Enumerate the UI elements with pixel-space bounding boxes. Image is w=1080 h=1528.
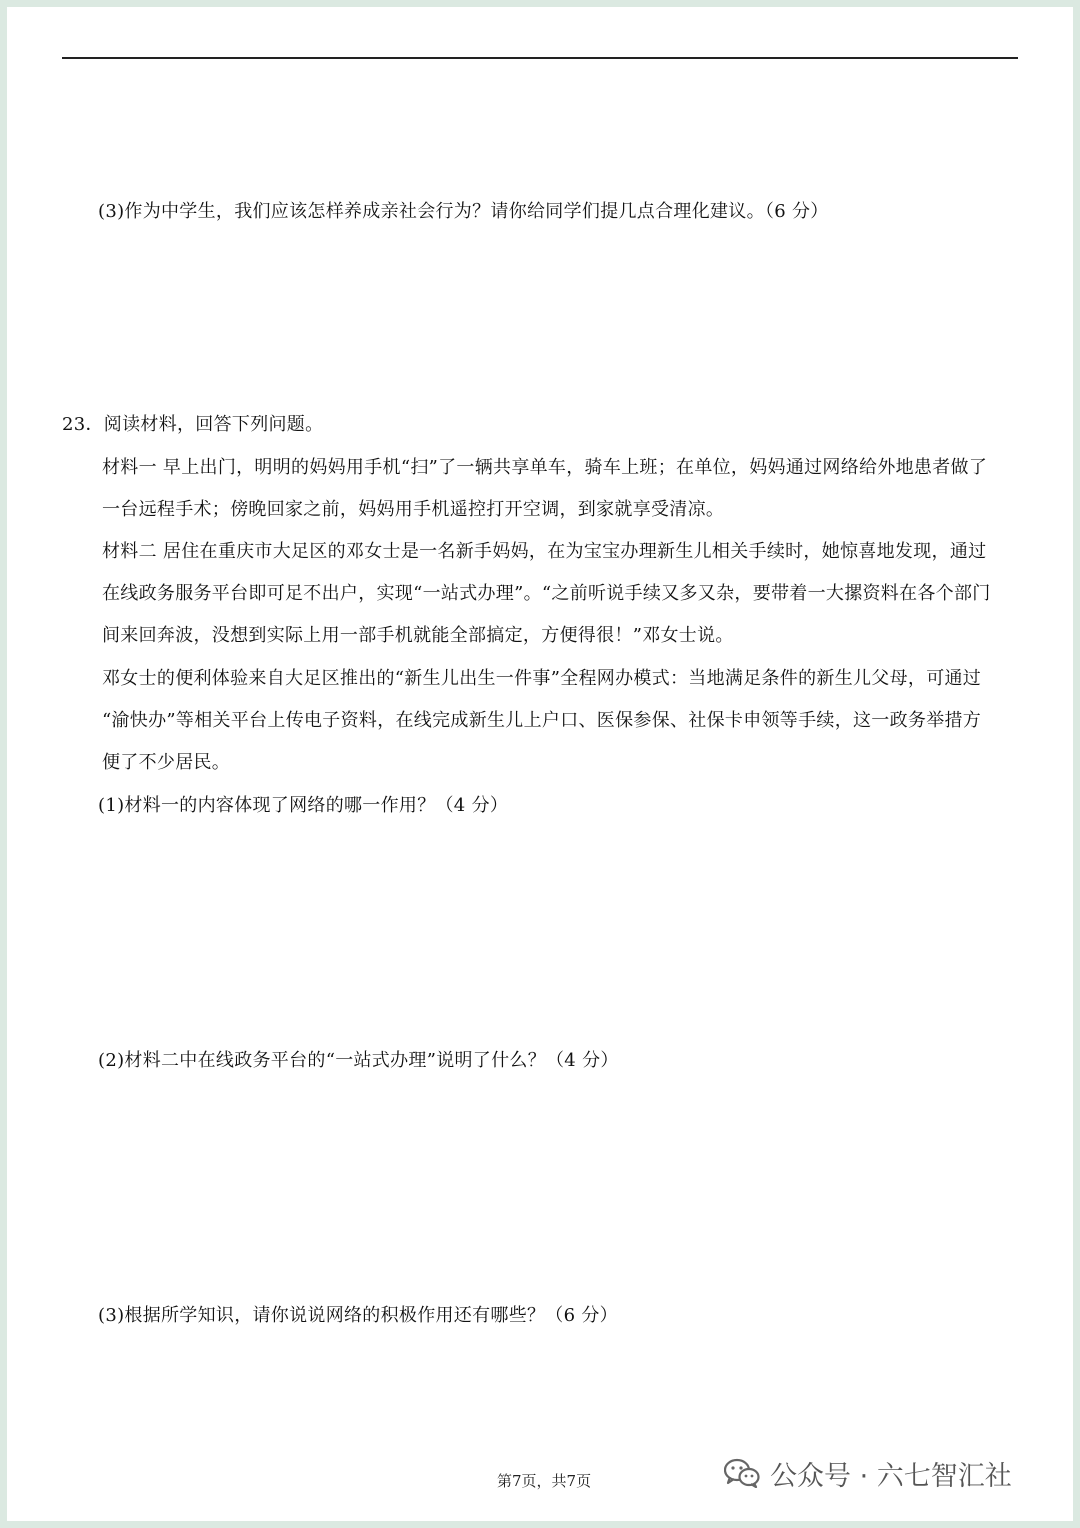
header-rule: [62, 57, 1018, 59]
material2-cont-line3: 便了不少居民。: [102, 752, 231, 773]
material2-cont-line2: “渝快办”等相关平台上传电子资料，在线完成新生儿上户口、医保参保、社保卡申领等手续，这一政务举措方: [102, 710, 982, 731]
material2-cont-line1: 邓女士的便利体验来自大足区推出的“新生儿出生一件事”全程网办模式：当地满足条件的新生儿父母，可通过: [102, 668, 982, 689]
q23-stem: 23．阅读材料，回答下列问题。: [62, 414, 324, 435]
material2-line2: 在线政务服务平台即可足不出户，实现“一站式办理”。“之前听说手续又多又杂，要带着一大摞资料在各个部门: [102, 583, 991, 604]
q23-part1: (1)材料一的内容体现了网络的哪一作用？（4 分）: [98, 795, 509, 816]
material1-line2: 一台远程手术；傍晚回家之前，妈妈用手机遥控打开空调，到家就享受清凉。: [102, 499, 725, 520]
watermark: [724, 1453, 1012, 1493]
page-footer: 第7页，共7页: [497, 1472, 592, 1490]
q23-part2: (2)材料二中在线政务平台的“一站式办理”说明了什么？（4 分）: [98, 1050, 619, 1071]
material2-line3: 间来回奔波，没想到实际上用一部手机就能全部搞定，方便得很！”邓女士说。: [102, 625, 734, 646]
watermark-text: 公众号 · 六七智汇社: [770, 1460, 1012, 1492]
material1-line1: 材料一 早上出门，明明的妈妈用手机“扫”了一辆共享单车，骑车上班；在单位，妈妈通过网络给外地患者做了: [102, 457, 988, 478]
material2-line1: 材料二 居住在重庆市大足区的邓女士是一名新手妈妈，在为宝宝办理新生儿相关手续时，她惊喜地发现，通过: [102, 541, 987, 562]
q23-part3: (3)根据所学知识，请你说说网络的积极作用还有哪些？（6 分）: [98, 1305, 618, 1326]
wechat-icon: [724, 1458, 760, 1488]
q22-part3: (3)作为中学生，我们应该怎样养成亲社会行为？请你给同学们提几点合理化建议。（6 分）: [98, 201, 829, 222]
exam-page: [7, 7, 1073, 1521]
